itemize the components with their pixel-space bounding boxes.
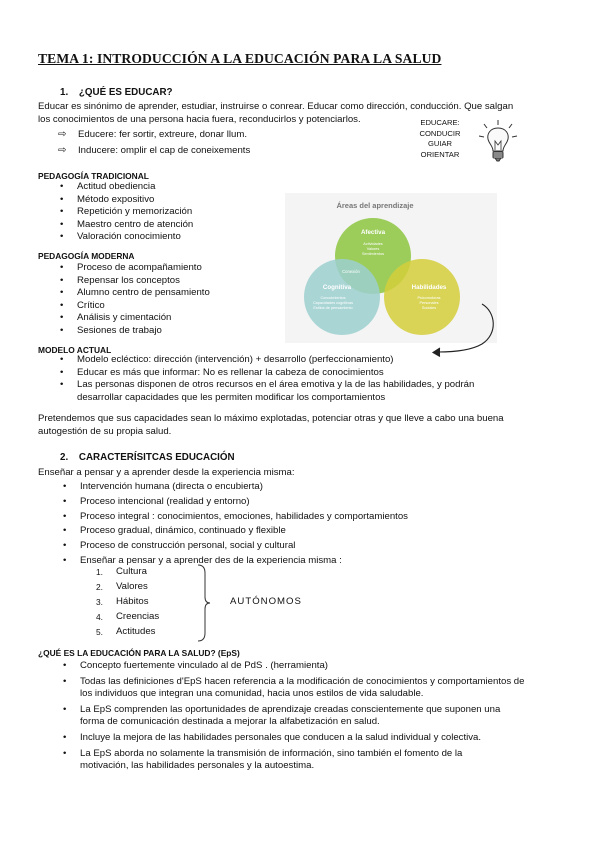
list-item: • Valoración conocimiento bbox=[57, 231, 287, 244]
intro-line: Educar es sinónimo de aprender, estudiar, instruirse o conrear. Educar como dirección, conducción. Que salgan bbox=[38, 101, 514, 112]
afectiva-sub: Valores bbox=[366, 247, 380, 251]
conclusion-paragraph bbox=[38, 413, 568, 438]
list-item bbox=[60, 704, 570, 729]
list-item-line: • La EpS comprenden las oportunidades de aprendizaje creadas conscientemente que suponen una bbox=[80, 703, 501, 715]
list-item: • Proceso integral : conocimientos, emociones, habilidades y comportamientos bbox=[60, 510, 540, 525]
section-2-title: CARACTERÍSITCAS EDUCACIÓN bbox=[78, 452, 235, 463]
eps-heading: ¿QUÉ ES LA EDUCACIÓN PARA LA SALUD? (EpS) bbox=[38, 648, 240, 658]
overlap-label: Conexión bbox=[342, 269, 360, 274]
section-1-heading bbox=[60, 87, 173, 100]
list-item bbox=[60, 748, 570, 773]
section-1-title: ¿QUÉ ES EDUCAR? bbox=[78, 87, 173, 98]
cognitiva-sub: Conocimientos bbox=[320, 296, 346, 300]
list-item: • Análisis y cimentación bbox=[57, 312, 287, 325]
habilidades-sub: Psicomotoras bbox=[417, 296, 441, 300]
list-item: • Método expositivo bbox=[57, 194, 287, 207]
sublist-label: Valores bbox=[116, 581, 148, 592]
cognitiva-sub: Capacidades cognitivas bbox=[312, 301, 354, 305]
list-item-line: motivación, las habilidades personales y la autoestima. bbox=[80, 760, 315, 772]
list-item-line: los individuos que integran una comunidad, hacia unos estilos de vida saludable. bbox=[80, 688, 424, 700]
list-item: • Concepto fuertemente vinculado al de PdS . (herramienta) bbox=[60, 660, 570, 673]
list-item: • Actitud obediencia bbox=[57, 181, 287, 194]
pedagogia-tradicional-heading: PEDAGOGÍA TRADICIONAL bbox=[38, 171, 149, 181]
section-2-intro: Enseñar a pensar y a aprender desde la experiencia misma: bbox=[38, 467, 295, 478]
afectiva-label: Afectiva bbox=[360, 229, 386, 236]
brace-icon bbox=[196, 563, 212, 643]
list-item-line: • Las personas disponen de otros recursos en el área emotiva y la de las habilidades, y podrán bbox=[77, 379, 475, 391]
autonomos-label: AUTÓNOMOS bbox=[230, 596, 302, 607]
section-2-list bbox=[60, 480, 540, 569]
afectiva-sub: Sentimientos bbox=[362, 252, 384, 256]
sublist-number: 3. bbox=[96, 597, 103, 607]
list-item-line: forma de comunicación destinada a mejorar la alfabetización en salud. bbox=[80, 716, 380, 728]
arrow-item: ⇨ Inducere: omplir el cap de coneixements bbox=[58, 145, 378, 158]
list-item bbox=[60, 676, 570, 701]
arrow-item: ⇨ Educere: fer sortir, extreure, donar llum. bbox=[58, 129, 378, 142]
sublist-number: 5. bbox=[96, 627, 103, 637]
paragraph-line: Pretendemos que sus capacidades sean lo máximo explotadas, potenciar otras y que lleve a cabo una buena bbox=[38, 413, 504, 424]
educare-box bbox=[412, 118, 468, 160]
list-item: • Proceso de acompañamiento bbox=[57, 262, 287, 275]
curved-arrow-icon bbox=[430, 298, 502, 360]
eps-list bbox=[60, 660, 570, 773]
pedagogia-moderna-heading: PEDAGOGÍA MODERNA bbox=[38, 251, 135, 261]
section-2-number: 2. bbox=[60, 452, 69, 463]
list-item: • Educar es más que informar: No es rellenar la cabeza de conocimientos bbox=[57, 367, 557, 380]
list-item: • Intervención humana (directa o encubierta) bbox=[60, 480, 540, 495]
list-item-line: desarrollar capacidades que les permiten modificar los comportamientos bbox=[77, 391, 386, 403]
educare-word: ORIENTAR bbox=[420, 149, 460, 159]
paragraph-line: autogestión de su propia salud. bbox=[38, 425, 172, 437]
list-item: • Crítico bbox=[57, 300, 287, 313]
habilidades-label: Habilidades bbox=[411, 284, 447, 291]
educare-word: GUIAR bbox=[427, 139, 453, 148]
list-item: • Proceso de construcción personal, social y cultural bbox=[60, 539, 540, 554]
list-item: • Repetición y memorización bbox=[57, 206, 287, 219]
list-item: • Enseñar a pensar y a aprender des de la experiencia misma : bbox=[60, 554, 540, 569]
list-item bbox=[57, 379, 557, 404]
sublist-number: 2. bbox=[96, 582, 103, 592]
modelo-actual-list bbox=[57, 354, 557, 404]
list-item: • Modelo ecléctico: dirección (intervención) + desarrollo (perfeccionamiento) bbox=[57, 354, 557, 367]
afectiva-sub: Actividades bbox=[363, 242, 383, 246]
pedagogia-moderna-list bbox=[57, 262, 287, 338]
list-item-line: • La EpS aborda no solamente la transmisión de información, sino también el fomento de la bbox=[80, 747, 463, 759]
sublist-label: Actitudes bbox=[116, 626, 156, 637]
habilidades-sub: Personales bbox=[419, 301, 439, 305]
list-item-line: • Todas las definiciones d'EpS hacen referencia a la modificación de conocimientos y comportamientos de bbox=[80, 675, 525, 687]
sublist-label: Hábitos bbox=[116, 596, 149, 607]
intro-line: los conocimientos de una persona hacia fuera, reconducirlos y potenciarlos. bbox=[38, 113, 361, 125]
list-item: • Proceso intencional (realidad y entorno) bbox=[60, 495, 540, 510]
list-item: • Sesiones de trabajo bbox=[57, 325, 287, 338]
habilidades-sub: Sociales bbox=[421, 306, 437, 310]
educare-label: EDUCARE: bbox=[420, 118, 460, 127]
sublist-label: Creencias bbox=[116, 611, 160, 622]
sublist-label: Cultura bbox=[116, 566, 147, 577]
sublist-number: 1. bbox=[96, 567, 103, 577]
sublist-number: 4. bbox=[96, 612, 103, 622]
list-item: • Maestro centro de atención bbox=[57, 219, 287, 232]
page-title: TEMA 1: INTRODUCCIÓN A LA EDUCACIÓN PARA LA SALUD bbox=[38, 51, 442, 66]
cognitiva-sub: Estilos de pensamiento bbox=[313, 306, 353, 310]
diagram-title: Áreas del aprendizaje bbox=[336, 201, 414, 210]
section-2-heading bbox=[60, 452, 235, 465]
educere-list bbox=[58, 129, 378, 160]
pedagogia-tradicional-list bbox=[57, 181, 287, 244]
list-item: • Alumno centro de pensamiento bbox=[57, 287, 287, 300]
cognitiva-label: Cognitiva bbox=[322, 284, 352, 291]
list-item: • Incluye la mejora de las habilidades personales que conducen a la salud individual y colectiva. bbox=[60, 732, 570, 745]
educare-word: CONDUCIR bbox=[419, 128, 461, 138]
lightbulb-icon bbox=[476, 118, 520, 166]
modelo-actual-heading: MODELO ACTUAL bbox=[38, 345, 112, 355]
list-item: • Repensar los conceptos bbox=[57, 275, 287, 288]
section-1-number: 1. bbox=[60, 87, 69, 98]
list-item: • Proceso gradual, dinámico, continuado y flexible bbox=[60, 524, 540, 539]
